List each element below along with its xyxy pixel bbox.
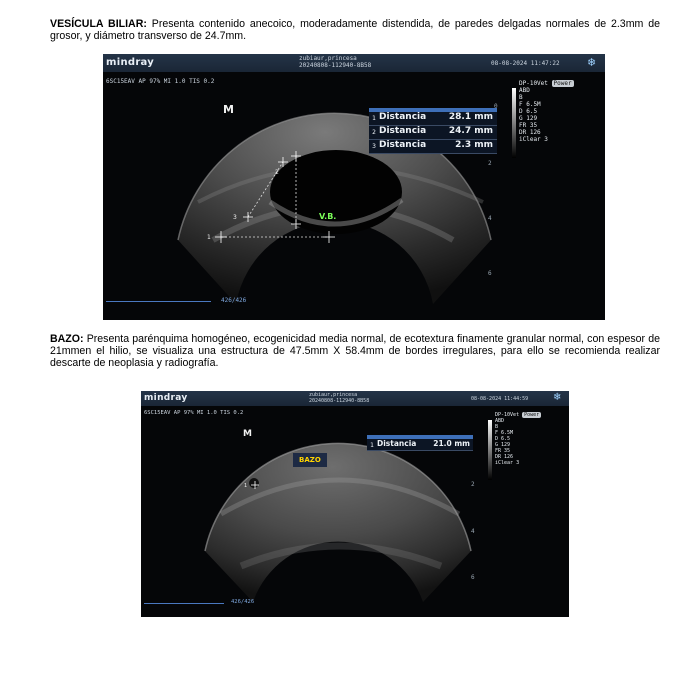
preset-label: DP-10Vet xyxy=(495,412,520,418)
probe-info: 6SC15EAV AP 97% MI 1.0 TIS 0.2 xyxy=(106,78,215,85)
bazo-annotation: BAZO xyxy=(293,453,327,467)
depth-mark: 4 xyxy=(471,528,475,535)
freeze-snowflake-icon: ❄ xyxy=(587,57,597,69)
exam-datetime: 08-08-2024 11:44:59 xyxy=(471,396,529,402)
power-label: Power xyxy=(524,412,540,418)
cine-progress-bar[interactable] xyxy=(106,301,211,302)
depth-mark: 2 xyxy=(488,160,492,167)
probe-info: 6SC15EAV AP 97% MI 1.0 TIS 0.2 xyxy=(144,410,244,416)
measurement-row: 3 Distancia 2.3 mm xyxy=(369,140,497,154)
measurement-row: 1 Distancia 21.0 mm xyxy=(367,439,473,451)
gallbladder-paragraph xyxy=(50,18,660,42)
probe-orientation-logo: M xyxy=(223,103,234,116)
patient-info xyxy=(309,392,369,404)
measurement-row: 2 Distancia 24.7 mm xyxy=(369,126,497,140)
gallbladder-text: Presenta contenido anecoico, moderadamente distendida, de paredes delgadas normales de 2.3mm de grosor, y diámetro transverso de 24.7mm. xyxy=(50,18,661,42)
spleen-heading: BAZO: xyxy=(50,333,84,345)
cine-progress-bar[interactable] xyxy=(144,603,224,604)
caliper-label-2: 2 xyxy=(275,169,279,176)
spleen-ultrasound-image xyxy=(141,391,569,617)
depth-mark: 2 xyxy=(471,481,475,488)
patient-name: zubiaur,princesa xyxy=(309,392,358,398)
preset-label: DP-10Vet xyxy=(519,80,548,87)
caliper-label-1: 1 xyxy=(207,234,211,241)
exam-datetime: 08-08-2024 11:47:22 xyxy=(491,60,560,67)
spleen-text: Presenta parénquima homogéneo, ecogenicidad media normal, de ecotextura finamente granular normal, con espesor de 21mmen el hilio, se visualiza una estructura de 47.5mm X 58.4mm de bordes irregulares, para ello se recomienda realizar descarte de neoplasia y radiografía. xyxy=(50,333,660,369)
frame-counter: 426/426 xyxy=(221,297,247,304)
scan-sector xyxy=(205,443,471,602)
grayscale-bar xyxy=(512,88,516,158)
measurement-row: 1 Distancia 28.1 mm xyxy=(369,112,497,126)
freeze-snowflake-icon: ❄ xyxy=(553,392,562,403)
brand-logo: mindray xyxy=(106,57,155,68)
measurement-panel xyxy=(369,108,497,154)
image-header-bar xyxy=(141,391,569,406)
probe-orientation-logo: M xyxy=(243,429,252,439)
brand-logo: mindray xyxy=(144,393,188,403)
vb-annotation: V.B. xyxy=(319,212,337,221)
gallbladder-lumen xyxy=(270,150,402,234)
spleen-paragraph xyxy=(50,333,660,369)
gallbladder-heading: VESÍCULA BILIAR: xyxy=(50,18,147,30)
image-header-bar xyxy=(103,54,605,72)
caliper-label-1: 1 xyxy=(244,483,248,489)
exam-id: 20240808-112940-8B58 xyxy=(309,398,370,404)
gallbladder-ultrasound-image xyxy=(103,54,605,320)
imaging-params: DP-10Vet Power ABD B F 6.5M D 6.5 G 129 FR 35 DR 126 iClear 3 xyxy=(519,80,572,143)
patient-name: zubiaur,princesa xyxy=(299,55,357,62)
depth-mark: 0 xyxy=(494,103,498,110)
grayscale-bar xyxy=(488,420,492,480)
depth-mark: 4 xyxy=(488,215,492,222)
power-label: Power xyxy=(553,80,572,87)
depth-mark: 6 xyxy=(471,574,475,581)
patient-info xyxy=(299,55,371,69)
frame-counter: 426/426 xyxy=(231,599,255,605)
depth-mark: 6 xyxy=(488,270,492,277)
exam-id: 20240808-112940-8B58 xyxy=(299,62,372,69)
imaging-params: DP-10Vet Power ABD B F 6.5M D 6.5 G 129 FR 35 DR 126 iClear 3 xyxy=(495,412,540,466)
measurement-panel xyxy=(367,435,473,451)
caliper-label-3: 3 xyxy=(233,214,237,221)
